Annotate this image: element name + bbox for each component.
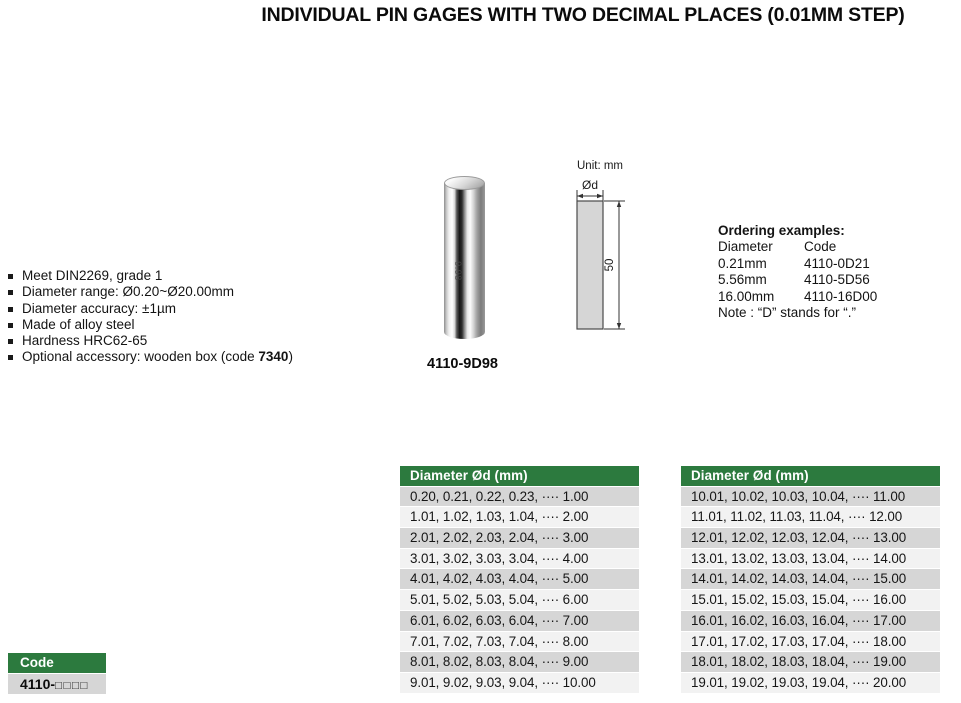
bullet-square-icon [8, 274, 13, 279]
table-row: 2.01, 2.02, 2.03, 2.04, ···· 3.00 [400, 528, 639, 548]
table-row: 5.01, 5.02, 5.03, 5.04, ···· 6.00 [400, 590, 639, 610]
gage-outline-rect [577, 201, 603, 329]
bullet-square-icon [8, 339, 13, 344]
pin-gage-top-cap [444, 176, 485, 190]
ordering-code: 4110-0D21 [804, 255, 870, 271]
ordering-col-code: Code [804, 239, 837, 255]
table-row: 19.01, 19.02, 19.03, 19.04, ···· 20.00 [681, 673, 940, 693]
table-row: 16.01, 16.02, 16.03, 16.04, ···· 17.00 [681, 611, 940, 631]
diameter-table-right [681, 466, 940, 694]
pin-gage-engraving: 9.98 [452, 260, 463, 281]
table-row: 4.01, 4.02, 4.03, 4.04, ···· 5.00 [400, 569, 639, 589]
code-prefix: 4110- [20, 676, 56, 692]
code-placeholder-boxes: □□□□ [55, 680, 89, 692]
feature-item: Optional accessory: wooden box (code 7340) [8, 349, 293, 365]
bullet-square-icon [8, 355, 13, 360]
dimension-drawing [563, 156, 658, 348]
code-block [8, 653, 106, 694]
feature-item: Diameter accuracy: ±1µm [8, 301, 293, 317]
ordering-col-diameter: Diameter [718, 239, 773, 255]
ordering-table [718, 239, 877, 305]
code-block-header: Code [8, 653, 106, 673]
product-code-label: 4110-9D98 [427, 356, 498, 372]
ordering-examples [718, 223, 877, 321]
table-row: 7.01, 7.02, 7.03, 7.04, ···· 8.00 [400, 632, 639, 652]
ordering-note: Note : “D” stands for “.” [718, 305, 857, 321]
ordering-code: 4110-16D00 [804, 288, 878, 304]
pin-gage-body [444, 183, 485, 339]
arrowhead-down-icon [617, 323, 621, 329]
table-row: 8.01, 8.02, 8.03, 8.04, ···· 9.00 [400, 652, 639, 672]
pin-gage-photo [444, 176, 485, 339]
feature-item: Meet DIN2269, grade 1 [8, 268, 293, 284]
table-row: 6.01, 6.02, 6.03, 6.04, ···· 7.00 [400, 611, 639, 631]
diameter-dim-label: Ød [581, 178, 599, 192]
arrowhead-up-icon [617, 201, 621, 207]
ordering-diameter: 16.00mm [718, 288, 775, 304]
unit-label: Unit: mm [577, 160, 623, 172]
table-row: 10.01, 10.02, 10.03, 10.04, ···· 11.00 [681, 487, 940, 507]
ordering-title: Ordering examples: [718, 223, 845, 238]
table-row: 3.01, 3.02, 3.03, 3.04, ···· 4.00 [400, 549, 639, 569]
feature-item: Hardness HRC62-65 [8, 333, 293, 349]
ordering-diameter: 0.21mm [718, 255, 767, 271]
feature-item: Diameter range: Ø0.20~Ø20.00mm [8, 284, 293, 300]
table-row: 11.01, 11.02, 11.03, 11.04, ···· 12.00 [681, 507, 940, 527]
ordering-code: 4110-5D56 [804, 272, 870, 288]
table-row: 0.20, 0.21, 0.22, 0.23, ···· 1.00 [400, 487, 639, 507]
arrowhead-right-icon [597, 194, 603, 198]
table-row: 9.01, 9.02, 9.03, 9.04, ···· 10.00 [400, 673, 639, 693]
table-row: 18.01, 18.02, 18.03, 18.04, ···· 19.00 [681, 652, 940, 672]
bullet-square-icon [8, 307, 13, 312]
feature-item: Made of alloy steel [8, 317, 293, 333]
table-row: 13.01, 13.02, 13.03, 13.04, ···· 14.00 [681, 549, 940, 569]
feature-list [8, 268, 293, 366]
table-header: Diameter Ød (mm) [400, 466, 639, 486]
code-block-value [8, 674, 106, 694]
table-row: 17.01, 17.02, 17.03, 17.04, ···· 18.00 [681, 632, 940, 652]
bullet-square-icon [8, 323, 13, 328]
table-header: Diameter Ød (mm) [681, 466, 940, 486]
table-row: 15.01, 15.02, 15.03, 15.04, ···· 16.00 [681, 590, 940, 610]
page-title: INDIVIDUAL PIN GAGES WITH TWO DECIMAL PLACES (0.01MM STEP) [261, 4, 905, 26]
bullet-square-icon [8, 290, 13, 295]
arrowhead-left-icon [577, 194, 583, 198]
length-dim-label: 50 [604, 258, 616, 272]
table-row: 12.01, 12.02, 12.03, 12.04, ···· 13.00 [681, 528, 940, 548]
table-row: 14.01, 14.02, 14.03, 14.04, ···· 15.00 [681, 569, 940, 589]
table-row: 1.01, 1.02, 1.03, 1.04, ···· 2.00 [400, 507, 639, 527]
diameter-table-left [400, 466, 639, 694]
ordering-diameter: 5.56mm [718, 272, 767, 288]
